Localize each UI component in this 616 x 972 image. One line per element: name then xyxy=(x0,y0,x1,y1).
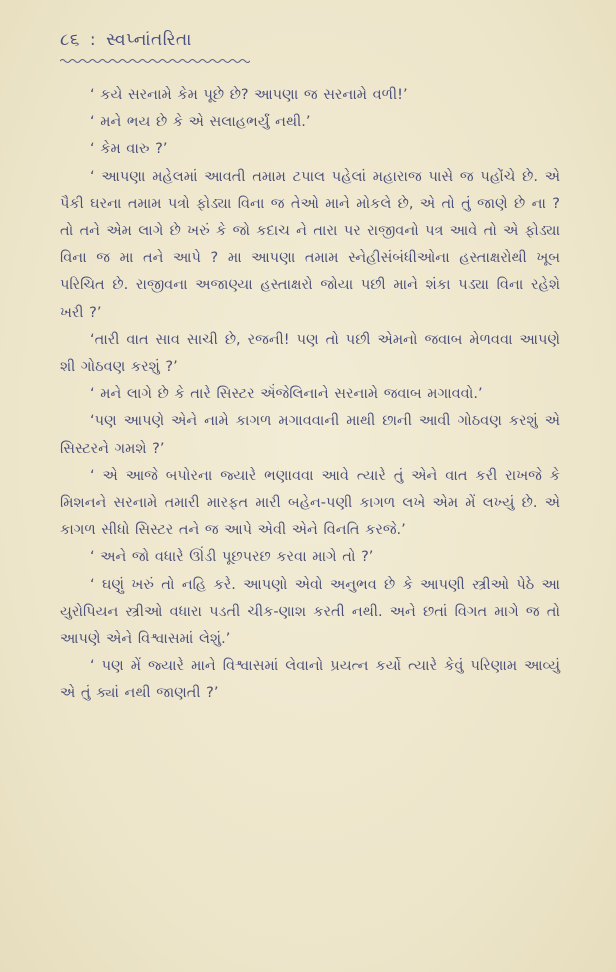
paragraph: ‘ ઘણું ખરું તો નહિ કરે. આપણો એવો અનુભવ છે કે આપણી સ્ત્રીઓ પેઠે આ યુરોપિયન સ્ત્રીઓ વધારા પડતી ચીક-ણાશ કરતી નથી. અને છતાં વિગત માગે જ તો આપણે એને વિશ્વાસમાં લેશું.’ xyxy=(60,576,560,648)
paragraph: ‘પણ આપણે એને નામે કાગળ મગાવવાની માથી છાની આવી ગોઠવણ કરશું એ સિસ્ટરને ગમશે ?’ xyxy=(60,413,560,457)
paragraph: ‘ મને ભય છે કે એ સલાહભર્યું નથી.’ xyxy=(90,114,311,131)
page-header xyxy=(60,30,192,50)
paragraph: ‘ કયે સરનામે કેમ પૂછે છે? આપણા જ સરનામે વળી!’ xyxy=(90,87,408,103)
paragraph: ‘તારી વાત સાવ સાચી છે, રજની! પણ તો પછી એમનો જવાબ મેળવવા આપણે શી ગોઠવણ કરશું ?’ xyxy=(60,331,560,376)
page-body xyxy=(60,82,560,708)
paragraph: ‘ કેમ વારુ ?’ xyxy=(90,141,168,158)
paragraph: ‘ મને લાગે છે કે તારે સિસ્ટર ઍંજેલિનાને સરનામે જવાબ મગાવવો.’ xyxy=(90,386,483,403)
page-number: ૮૬ xyxy=(60,30,80,50)
header-decorative-rule xyxy=(60,58,250,64)
book-title: સ્વપ્નાંતરિતા xyxy=(106,30,192,50)
paragraph: ‘ એ આજે બપોરના જ્યારે ભણાવવા આવે ત્યારે તું એને વાત કરી રાખજે કે મિશનને સરનામે તમારી મારફત મારી બહેન-પણી કાગળ લખે એમ મેં લખ્યું છે. એ કાગળ સીધો સિસ્ટર તને જ આપે એવી એને વિનતિ કરજે.’ xyxy=(60,467,560,539)
paragraph: ‘ અને જો વધારે ઊંડી પૂછપરછ કરવા માગે તો ?’ xyxy=(90,549,374,566)
paragraph: ‘ પણ મેં જ્યારે માને વિશ્વાસમાં લેવાનો પ્રયત્ન કર્યો ત્યારે કેવું પરિણામ આવ્યું એ તું ક્યાં નથી જાણતી ?’ xyxy=(60,658,560,702)
paragraph: ‘ આપણા મહેલમાં આવતી તમામ ટપાલ પહેલાં મહારાજ પાસે જ પહોંચે છે. એ પૈકી ઘરના તમામ પત્રો ફોડ્યા વિના જ તેઓ માને મોકલે છે, એ તો તું જાણે છે ના ? તો તને એમ લાગે છે ખરું કે જો કદાચ ને તારા પર રાજીવનો પત્ર આવે તો એ ફોડ્યા વિના જ મા તને આપે ? મા આપણા તમામ સ્નેહીસંબંધીઓના હસ્તાક્ષરોથી ખૂબ પરિચિત છે. રાજીવના અજાણ્યા હસ્તાક્ષરો જોયા પછી માને શંકા પડ્યા વિના રહેશે ખરી ?’ xyxy=(60,168,560,321)
header-separator: : xyxy=(89,30,97,50)
